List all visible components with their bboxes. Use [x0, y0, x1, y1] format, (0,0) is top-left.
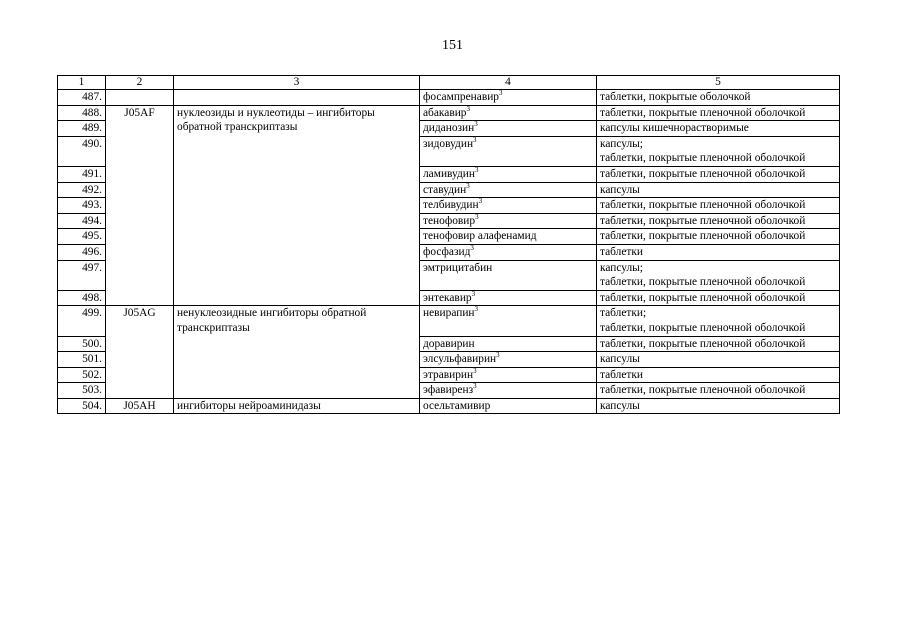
drug-name-text: фосфазид: [423, 245, 471, 258]
row-number: 489.: [58, 121, 106, 137]
table-header: [58, 76, 840, 90]
group-name: ненуклеозидные ингибиторы обратной транскриптазы: [174, 306, 420, 399]
dosage-form: капсулы;: [600, 137, 643, 150]
dosage-forms: [597, 166, 840, 182]
dosage-forms: [597, 398, 840, 414]
drug-name-text: диданозин: [423, 122, 475, 135]
drug-table: [57, 75, 840, 414]
footnote-mark: 3: [473, 135, 477, 144]
dosage-form: таблетки, покрытые пленочной оболочкой: [600, 291, 806, 304]
drug-name-text: абакавир: [423, 106, 467, 119]
dosage-form: капсулы: [600, 353, 640, 366]
dosage-form: капсулы: [600, 399, 640, 412]
row-number: 503.: [58, 383, 106, 399]
column-header: 4: [420, 76, 597, 90]
footnote-mark: 3: [473, 366, 477, 375]
dosage-form: таблетки: [600, 245, 644, 258]
dosage-form: таблетки, покрытые пленочной оболочкой: [600, 337, 806, 350]
atc-code: J05AF: [106, 105, 174, 306]
dosage-forms: [597, 260, 840, 290]
footnote-mark: 3: [473, 382, 477, 391]
atc-code: J05AG: [106, 306, 174, 399]
drug-name: [420, 336, 597, 352]
table-row: [58, 306, 840, 336]
row-number: 491.: [58, 166, 106, 182]
drug-name: [420, 166, 597, 182]
dosage-forms: [597, 90, 840, 106]
dosage-forms: [597, 182, 840, 198]
footnote-mark: 3: [466, 104, 470, 113]
dosage-forms: [597, 198, 840, 214]
table-row: [58, 398, 840, 414]
dosage-form: таблетки, покрытые пленочной оболочкой: [600, 152, 806, 165]
drug-name-text: тенофовир алафенамид: [423, 230, 537, 243]
footnote-mark: 3: [478, 197, 483, 206]
table-row: [58, 105, 840, 121]
group-name: [174, 90, 420, 106]
drug-name: [420, 105, 597, 121]
drug-name: [420, 213, 597, 229]
dosage-form: таблетки;: [600, 307, 647, 320]
drug-name: [420, 367, 597, 383]
column-header: 3: [174, 76, 420, 90]
dosage-form: капсулы кишечнорастворимые: [600, 122, 749, 135]
dosage-form: таблетки, покрытые пленочной оболочкой: [600, 106, 806, 119]
row-number: 504.: [58, 398, 106, 414]
row-number: 499.: [58, 306, 106, 336]
drug-name-text: фосампренавир: [423, 91, 499, 103]
drug-name-text: этравирин: [423, 368, 474, 381]
footnote-mark: 3: [471, 289, 476, 298]
drug-name-text: ламивудин: [423, 167, 475, 180]
dosage-forms: [597, 290, 840, 306]
page-number: 151: [442, 38, 463, 53]
drug-name-text: эмтрицитабин: [423, 261, 493, 274]
row-number: 488.: [58, 105, 106, 121]
drug-name-text: телбивудин: [423, 199, 479, 212]
table-row: [58, 90, 840, 106]
row-number: 498.: [58, 290, 106, 306]
drug-name: [420, 182, 597, 198]
drug-name-text: зидовудин: [423, 137, 474, 150]
footnote-mark: 3: [499, 89, 503, 98]
dosage-forms: [597, 105, 840, 121]
dosage-form: капсулы;: [600, 261, 643, 274]
dosage-forms: [597, 244, 840, 260]
footnote-mark: 3: [474, 120, 478, 129]
dosage-forms: [597, 383, 840, 399]
drug-name: [420, 244, 597, 260]
dosage-forms: [597, 136, 840, 166]
header-row: [58, 76, 840, 90]
column-header: 2: [106, 76, 174, 90]
dosage-form: капсулы: [600, 183, 640, 196]
drug-name: [420, 229, 597, 245]
drug-name: [420, 306, 597, 336]
drug-name-text: осельтамивир: [423, 399, 491, 412]
dosage-forms: [597, 306, 840, 336]
footnote-mark: 3: [496, 351, 500, 360]
drug-name: [420, 121, 597, 137]
row-number: 492.: [58, 182, 106, 198]
dosage-form: таблетки, покрытые пленочной оболочкой: [600, 167, 806, 180]
footnote-mark: 3: [475, 166, 479, 175]
dosage-form: таблетки, покрытые пленочной оболочкой: [600, 230, 806, 243]
drug-name: [420, 290, 597, 306]
table-body: [58, 90, 840, 414]
row-number: 493.: [58, 198, 106, 214]
row-number: 496.: [58, 244, 106, 260]
row-number: 500.: [58, 336, 106, 352]
drug-name: [420, 398, 597, 414]
row-number: 490.: [58, 136, 106, 166]
drug-name: [420, 383, 597, 399]
drug-name-text: элсульфавирин: [423, 353, 497, 366]
group-name: ингибиторы нейроаминидазы: [174, 398, 420, 414]
drug-name-text: энтекавир: [423, 291, 472, 304]
drug-name-text: ставудин: [423, 183, 467, 196]
column-header: 5: [597, 76, 840, 90]
footnote-mark: 3: [470, 244, 474, 253]
column-header: 1: [58, 76, 106, 90]
dosage-forms: [597, 121, 840, 137]
drug-name: [420, 352, 597, 368]
dosage-form: таблетки, покрытые оболочкой: [600, 91, 751, 103]
dosage-form: таблетки, покрытые пленочной оболочкой: [600, 384, 806, 397]
drug-name: [420, 198, 597, 214]
row-number: 495.: [58, 229, 106, 245]
group-name: нуклеозиды и нуклеотиды – ингибиторы обратной транскриптазы: [174, 105, 420, 306]
dosage-form: таблетки, покрытые пленочной оболочкой: [600, 199, 806, 212]
dosage-forms: [597, 213, 840, 229]
drug-name: [420, 90, 597, 106]
row-number: 487.: [58, 90, 106, 106]
dosage-form: таблетки, покрытые пленочной оболочкой: [600, 321, 806, 334]
row-number: 501.: [58, 352, 106, 368]
dosage-forms: [597, 367, 840, 383]
dosage-form: таблетки, покрытые пленочной оболочкой: [600, 214, 806, 227]
dosage-form: таблетки: [600, 368, 644, 381]
drug-name-text: доравирин: [423, 337, 475, 350]
row-number: 497.: [58, 260, 106, 290]
drug-name: [420, 136, 597, 166]
footnote-mark: 3: [466, 181, 470, 190]
dosage-form: таблетки, покрытые пленочной оболочкой: [600, 276, 806, 289]
dosage-forms: [597, 352, 840, 368]
atc-code: [106, 90, 174, 106]
dosage-forms: [597, 229, 840, 245]
footnote-mark: 3: [475, 212, 479, 221]
dosage-forms: [597, 336, 840, 352]
drug-name-text: тенофовир: [423, 214, 476, 227]
drug-name-text: эфавиренз: [423, 384, 474, 397]
atc-code: J05AH: [106, 398, 174, 414]
footnote-mark: 3: [474, 305, 479, 314]
row-number: 502.: [58, 367, 106, 383]
drug-name-text: невирапин: [423, 307, 475, 320]
drug-name: [420, 260, 597, 290]
row-number: 494.: [58, 213, 106, 229]
